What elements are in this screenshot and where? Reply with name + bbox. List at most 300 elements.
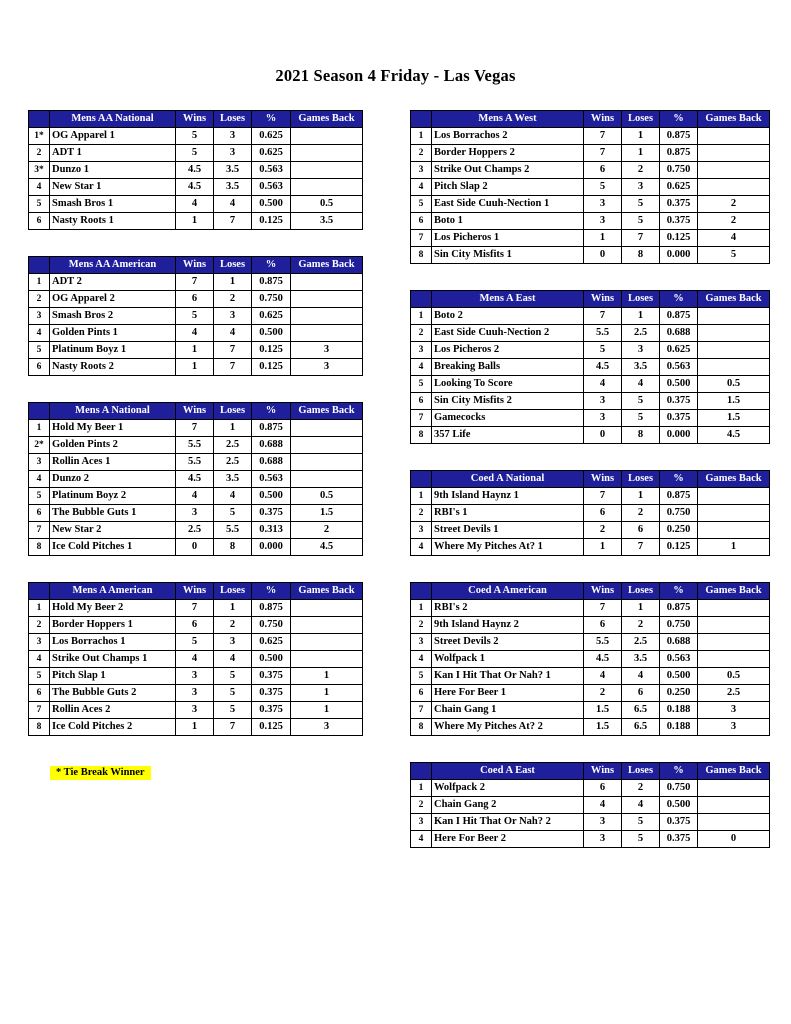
pct-column-header: %: [252, 111, 291, 128]
team-games-back: [291, 291, 363, 308]
team-games-back: 2: [291, 522, 363, 539]
team-games-back: 2: [698, 196, 770, 213]
team-wins: 0: [176, 539, 214, 556]
team-name: Border Hoppers 2: [432, 145, 584, 162]
games-back-column-header: Games Back: [698, 583, 770, 600]
table-row: [411, 600, 770, 617]
team-wins: 3: [176, 505, 214, 522]
table-row: [411, 325, 770, 342]
team-rank: 4: [411, 179, 432, 196]
division-name-header: Mens AA National: [50, 111, 176, 128]
team-wins: 3: [176, 702, 214, 719]
team-wins: 5.5: [584, 325, 622, 342]
table-row: [29, 539, 363, 556]
table-row: [411, 230, 770, 247]
team-rank: 5: [411, 668, 432, 685]
team-wins: 6: [584, 505, 622, 522]
team-games-back: [698, 179, 770, 196]
standings-table: [28, 402, 363, 556]
team-win-pct: 0.500: [252, 488, 291, 505]
table-row: [411, 393, 770, 410]
games-back-column-header: Games Back: [291, 403, 363, 420]
table-header-row: [411, 471, 770, 488]
division-name-header: Mens AA American: [50, 257, 176, 274]
wins-column-header: Wins: [176, 257, 214, 274]
team-win-pct: 0.125: [252, 342, 291, 359]
team-name: 9th Island Haynz 1: [432, 488, 584, 505]
team-games-back: [291, 308, 363, 325]
team-win-pct: 0.625: [252, 145, 291, 162]
team-rank: 3: [411, 522, 432, 539]
team-rank: 3: [29, 634, 50, 651]
table-row: [29, 634, 363, 651]
team-wins: 4.5: [176, 179, 214, 196]
team-loses: 5: [622, 213, 660, 230]
table-row: [29, 505, 363, 522]
pct-column-header: %: [252, 257, 291, 274]
team-games-back: 0: [698, 831, 770, 848]
team-win-pct: 0.500: [252, 651, 291, 668]
team-name: Boto 1: [432, 213, 584, 230]
table-row: [29, 719, 363, 736]
team-rank: 8: [411, 719, 432, 736]
team-wins: 7: [176, 420, 214, 437]
team-loses: 2: [622, 505, 660, 522]
table-row: [29, 471, 363, 488]
team-loses: 1: [214, 274, 252, 291]
team-win-pct: 0.688: [660, 325, 698, 342]
team-wins: 4: [176, 488, 214, 505]
team-name: New Star 1: [50, 179, 176, 196]
team-games-back: [698, 128, 770, 145]
standings-table: [28, 110, 363, 230]
team-games-back: 3: [291, 342, 363, 359]
team-rank: 6: [411, 213, 432, 230]
team-wins: 5: [176, 145, 214, 162]
team-win-pct: 0.313: [252, 522, 291, 539]
team-rank: 3: [411, 634, 432, 651]
team-name: Platinum Boyz 1: [50, 342, 176, 359]
team-rank: 4: [411, 651, 432, 668]
team-games-back: 1.5: [698, 410, 770, 427]
team-name: Here For Beer 1: [432, 685, 584, 702]
team-win-pct: 0.250: [660, 522, 698, 539]
loses-column-header: Loses: [622, 291, 660, 308]
team-name: Smash Bros 2: [50, 308, 176, 325]
team-loses: 8: [622, 247, 660, 264]
team-rank: 8: [29, 539, 50, 556]
team-wins: 1.5: [584, 702, 622, 719]
team-name: Ice Cold Pitches 1: [50, 539, 176, 556]
team-games-back: 2.5: [698, 685, 770, 702]
team-wins: 7: [584, 145, 622, 162]
team-loses: 6: [622, 685, 660, 702]
table-row: [29, 325, 363, 342]
team-games-back: [698, 488, 770, 505]
standings-table: [410, 582, 770, 736]
team-wins: 4: [584, 668, 622, 685]
team-win-pct: 0.750: [252, 291, 291, 308]
team-rank: 1: [411, 488, 432, 505]
team-wins: 3: [584, 393, 622, 410]
team-loses: 1: [622, 308, 660, 325]
team-wins: 3: [176, 685, 214, 702]
team-name: Rollin Aces 1: [50, 454, 176, 471]
team-loses: 3: [214, 145, 252, 162]
table-row: [29, 651, 363, 668]
games-back-column-header: Games Back: [698, 471, 770, 488]
team-games-back: 1.5: [698, 393, 770, 410]
team-name: Gamecocks: [432, 410, 584, 427]
team-loses: 2: [214, 291, 252, 308]
team-rank: 6: [29, 213, 50, 230]
team-win-pct: 0.563: [660, 359, 698, 376]
team-loses: 2: [622, 162, 660, 179]
table-header-row: [29, 257, 363, 274]
team-rank: 4: [29, 651, 50, 668]
team-games-back: 1: [698, 539, 770, 556]
team-win-pct: 0.625: [252, 128, 291, 145]
table-row: [29, 145, 363, 162]
team-rank: 6: [29, 685, 50, 702]
team-name: ADT 2: [50, 274, 176, 291]
wins-column-header: Wins: [584, 291, 622, 308]
team-loses: 7: [214, 342, 252, 359]
table-row: [411, 213, 770, 230]
team-wins: 7: [584, 308, 622, 325]
standings-table: [28, 256, 363, 376]
team-games-back: 5: [698, 247, 770, 264]
table-row: [29, 420, 363, 437]
rank-column-header: [29, 403, 50, 420]
team-wins: 4.5: [584, 651, 622, 668]
team-wins: 3: [584, 196, 622, 213]
team-wins: 7: [584, 488, 622, 505]
table-header-row: [411, 763, 770, 780]
loses-column-header: Loses: [214, 111, 252, 128]
team-games-back: [291, 179, 363, 196]
table-row: [411, 505, 770, 522]
pct-column-header: %: [660, 583, 698, 600]
standings-table: [410, 762, 770, 848]
team-name: Where My Pitches At? 2: [432, 719, 584, 736]
team-win-pct: 0.625: [252, 308, 291, 325]
division-name-header: Mens A National: [50, 403, 176, 420]
table-row: [29, 342, 363, 359]
wins-column-header: Wins: [176, 111, 214, 128]
team-rank: 3: [29, 308, 50, 325]
team-games-back: 0.5: [698, 376, 770, 393]
team-win-pct: 0.500: [252, 196, 291, 213]
wins-column-header: Wins: [176, 403, 214, 420]
team-games-back: [698, 780, 770, 797]
team-games-back: 1: [291, 702, 363, 719]
standings-table: [410, 290, 770, 444]
division-name-header: Coed A American: [432, 583, 584, 600]
team-rank: 5: [29, 488, 50, 505]
team-wins: 5: [584, 179, 622, 196]
table-row: [411, 522, 770, 539]
team-win-pct: 0.250: [660, 685, 698, 702]
team-name: RBI's 1: [432, 505, 584, 522]
team-rank: 5: [411, 196, 432, 213]
team-rank: 5: [411, 376, 432, 393]
team-name: Golden Pints 1: [50, 325, 176, 342]
team-wins: 1: [176, 342, 214, 359]
team-rank: 1: [29, 420, 50, 437]
team-rank: 3: [411, 342, 432, 359]
team-win-pct: 0.750: [252, 617, 291, 634]
team-name: Kan I Hit That Or Nah? 1: [432, 668, 584, 685]
team-name: Looking To Score: [432, 376, 584, 393]
team-name: Chain Gang 2: [432, 797, 584, 814]
team-loses: 5.5: [214, 522, 252, 539]
team-loses: 3.5: [622, 359, 660, 376]
division-name-header: Coed A National: [432, 471, 584, 488]
division-name-header: Mens A American: [50, 583, 176, 600]
team-win-pct: 0.563: [252, 179, 291, 196]
team-rank: 8: [411, 427, 432, 444]
team-wins: 7: [584, 600, 622, 617]
division-name-header: Mens A East: [432, 291, 584, 308]
team-name: Hold My Beer 2: [50, 600, 176, 617]
table-row: [411, 702, 770, 719]
team-wins: 6: [584, 780, 622, 797]
table-row: [411, 308, 770, 325]
team-wins: 1: [584, 539, 622, 556]
team-loses: 7: [622, 230, 660, 247]
team-rank: 3: [29, 454, 50, 471]
team-loses: 3.5: [214, 471, 252, 488]
team-loses: 6.5: [622, 702, 660, 719]
table-row: [29, 162, 363, 179]
team-games-back: 1.5: [291, 505, 363, 522]
rank-column-header: [411, 763, 432, 780]
team-games-back: [698, 359, 770, 376]
team-name: Los Picheros 1: [432, 230, 584, 247]
table-row: [29, 213, 363, 230]
team-wins: 0: [584, 247, 622, 264]
team-name: 9th Island Haynz 2: [432, 617, 584, 634]
team-wins: 3: [584, 213, 622, 230]
table-row: [29, 668, 363, 685]
team-rank: 7: [29, 522, 50, 539]
team-loses: 5: [622, 814, 660, 831]
team-name: Dunzo 2: [50, 471, 176, 488]
wins-column-header: Wins: [584, 763, 622, 780]
team-loses: 7: [214, 359, 252, 376]
team-win-pct: 0.500: [660, 376, 698, 393]
team-name: Pitch Slap 2: [432, 179, 584, 196]
table-row: [411, 145, 770, 162]
team-win-pct: 0.375: [252, 505, 291, 522]
team-win-pct: 0.375: [660, 196, 698, 213]
team-win-pct: 0.688: [252, 437, 291, 454]
table-row: [411, 668, 770, 685]
team-wins: 3: [584, 814, 622, 831]
loses-column-header: Loses: [622, 763, 660, 780]
team-loses: 1: [622, 145, 660, 162]
loses-column-header: Loses: [622, 583, 660, 600]
team-games-back: 2: [698, 213, 770, 230]
tie-break-legend: * Tie Break Winner: [50, 766, 151, 780]
pct-column-header: %: [660, 111, 698, 128]
team-loses: 4: [622, 376, 660, 393]
standings-columns: [0, 110, 791, 874]
team-loses: 3.5: [214, 162, 252, 179]
rank-column-header: [411, 291, 432, 308]
table-row: [29, 454, 363, 471]
team-name: Wolfpack 2: [432, 780, 584, 797]
team-games-back: 3: [698, 702, 770, 719]
team-loses: 1: [214, 420, 252, 437]
team-games-back: [698, 145, 770, 162]
team-games-back: 3: [291, 359, 363, 376]
team-rank: 4: [29, 325, 50, 342]
team-win-pct: 0.500: [660, 797, 698, 814]
team-rank: 1: [411, 128, 432, 145]
team-loses: 3: [622, 342, 660, 359]
loses-column-header: Loses: [214, 583, 252, 600]
team-name: ADT 1: [50, 145, 176, 162]
team-loses: 5: [214, 668, 252, 685]
team-win-pct: 0.125: [252, 719, 291, 736]
team-rank: 6: [29, 505, 50, 522]
team-wins: 4.5: [176, 162, 214, 179]
team-name: Golden Pints 2: [50, 437, 176, 454]
team-loses: 7: [214, 213, 252, 230]
team-games-back: [291, 437, 363, 454]
team-games-back: [291, 145, 363, 162]
team-name: RBI's 2: [432, 600, 584, 617]
team-win-pct: 0.563: [252, 471, 291, 488]
team-games-back: [698, 634, 770, 651]
team-wins: 4: [176, 196, 214, 213]
team-win-pct: 0.688: [660, 634, 698, 651]
team-name: Boto 2: [432, 308, 584, 325]
team-games-back: [698, 522, 770, 539]
table-row: [29, 196, 363, 213]
team-loses: 7: [214, 719, 252, 736]
team-win-pct: 0.875: [252, 274, 291, 291]
team-rank: 7: [411, 702, 432, 719]
table-row: [29, 702, 363, 719]
table-row: [411, 488, 770, 505]
team-name: Street Devils 2: [432, 634, 584, 651]
team-loses: 5: [622, 196, 660, 213]
team-loses: 5: [622, 410, 660, 427]
team-win-pct: 0.563: [252, 162, 291, 179]
team-name: New Star 2: [50, 522, 176, 539]
games-back-column-header: Games Back: [291, 111, 363, 128]
team-name: Strike Out Champs 1: [50, 651, 176, 668]
team-win-pct: 0.750: [660, 780, 698, 797]
team-loses: 8: [214, 539, 252, 556]
team-win-pct: 0.875: [660, 308, 698, 325]
team-games-back: [291, 617, 363, 634]
team-name: OG Apparel 1: [50, 128, 176, 145]
team-win-pct: 0.625: [660, 342, 698, 359]
team-wins: 3: [584, 831, 622, 848]
team-win-pct: 0.125: [660, 230, 698, 247]
team-name: Nasty Roots 1: [50, 213, 176, 230]
team-name: Hold My Beer 1: [50, 420, 176, 437]
table-row: [411, 780, 770, 797]
team-wins: 5.5: [584, 634, 622, 651]
team-loses: 5: [214, 505, 252, 522]
rank-column-header: [411, 111, 432, 128]
team-games-back: 1: [291, 685, 363, 702]
team-wins: 6: [176, 291, 214, 308]
team-win-pct: 0.750: [660, 617, 698, 634]
rank-column-header: [411, 471, 432, 488]
team-games-back: [698, 600, 770, 617]
team-win-pct: 0.625: [252, 634, 291, 651]
team-games-back: [291, 471, 363, 488]
team-loses: 4: [214, 488, 252, 505]
team-name: Chain Gang 1: [432, 702, 584, 719]
team-wins: 2.5: [176, 522, 214, 539]
team-games-back: [698, 814, 770, 831]
team-wins: 1: [176, 213, 214, 230]
table-header-row: [29, 111, 363, 128]
team-name: Los Borrachos 1: [50, 634, 176, 651]
team-wins: 5: [176, 308, 214, 325]
table-header-row: [411, 583, 770, 600]
team-rank: 6: [411, 685, 432, 702]
team-loses: 4: [622, 797, 660, 814]
team-loses: 2: [214, 617, 252, 634]
team-rank: 1: [411, 600, 432, 617]
team-name: Dunzo 1: [50, 162, 176, 179]
team-rank: 6: [29, 359, 50, 376]
games-back-column-header: Games Back: [291, 257, 363, 274]
team-win-pct: 0.125: [660, 539, 698, 556]
table-row: [29, 179, 363, 196]
team-wins: 1: [584, 230, 622, 247]
team-games-back: 4: [698, 230, 770, 247]
team-wins: 6: [176, 617, 214, 634]
team-wins: 4.5: [176, 471, 214, 488]
team-name: Rollin Aces 2: [50, 702, 176, 719]
team-name: Strike Out Champs 2: [432, 162, 584, 179]
team-loses: 6.5: [622, 719, 660, 736]
wins-column-header: Wins: [176, 583, 214, 600]
loses-column-header: Loses: [214, 403, 252, 420]
team-rank: 5: [29, 196, 50, 213]
standings-table: [410, 110, 770, 264]
team-loses: 7: [622, 539, 660, 556]
team-rank: 1: [411, 308, 432, 325]
team-rank: 1: [29, 600, 50, 617]
team-games-back: [698, 325, 770, 342]
team-wins: 5.5: [176, 454, 214, 471]
team-win-pct: 0.500: [252, 325, 291, 342]
rank-column-header: [29, 583, 50, 600]
team-name: Street Devils 1: [432, 522, 584, 539]
team-loses: 8: [622, 427, 660, 444]
team-rank: 2*: [29, 437, 50, 454]
table-row: [29, 308, 363, 325]
team-win-pct: 0.125: [252, 359, 291, 376]
wins-column-header: Wins: [584, 111, 622, 128]
games-back-column-header: Games Back: [698, 763, 770, 780]
team-win-pct: 0.875: [660, 128, 698, 145]
wins-column-header: Wins: [584, 583, 622, 600]
team-rank: 3: [411, 814, 432, 831]
table-header-row: [411, 111, 770, 128]
page-title: 2021 Season 4 Friday - Las Vegas: [275, 66, 516, 85]
